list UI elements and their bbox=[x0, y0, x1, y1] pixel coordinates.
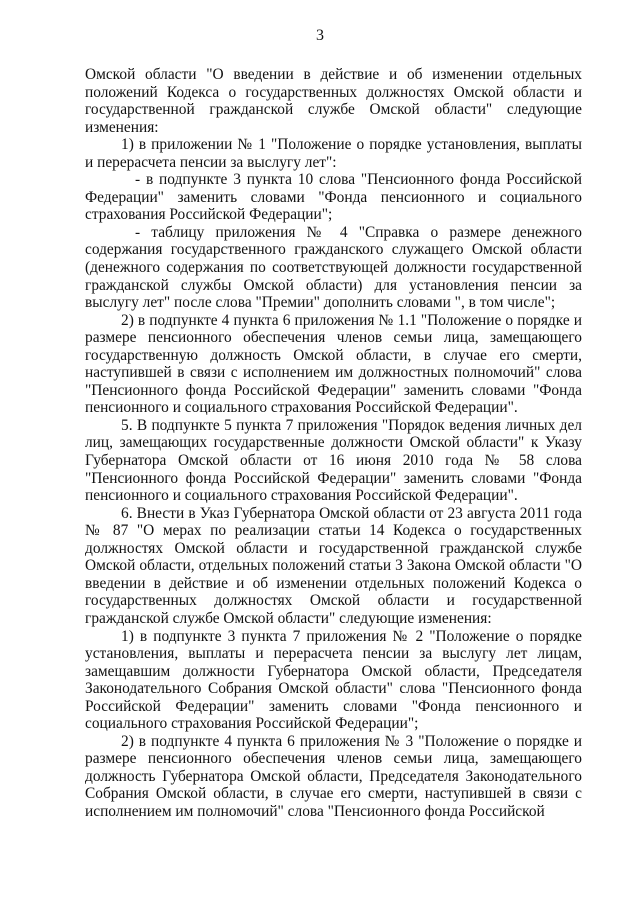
paragraph: - таблицу приложения № 4 "Справка о размере денежного содержания государственного гражданского служащего Омской области (денежного содержания по соответствующей должности государственной гражданской службы Омской области) для установления пенсии за выслугу лет" после слова "Премии" дополнить словами ", в том числе"; bbox=[85, 223, 582, 312]
paragraph: 1) в подпункте 3 пункта 7 приложения № 2 "Положение о порядке установления, выплаты и перерасчета пенсии за выслугу лет лицам, замещавшим должности Губернатора Омской области, Председателя Законодательного Собрания Омской области" слова "Пенсионного фонда Российской Федерации" заменить словами "Фонда пенсионного и социального страхования Российской Федерации"; bbox=[85, 627, 582, 733]
paragraph: - в подпункте 3 пункта 10 слова "Пенсионного фонда Российской Федерации" заменить словами "Фонда пенсионного и социального страхования Российской Федерации"; bbox=[85, 171, 582, 224]
paragraph: 5. В подпункте 5 пункта 7 приложения "Порядок ведения личных дел лиц, замещающих государственные должности Омской области" к Указу Губернатора Омской области от 16 июня 2010 года № 58 слова "Пенсионного фонда Российской Федерации" заменить словами "Фонда пенсионного и социального страхования Российской Федерации". bbox=[85, 416, 582, 505]
paragraph: 1) в приложении № 1 "Положение о порядке установления, выплаты и перерасчета пенсии за выслугу лет": bbox=[85, 136, 582, 171]
paragraph: 2) в подпункте 4 пункта 6 приложения № 1.1 "Положение о порядке и размере пенсионного обеспечения членов семьи лица, замещающего государственную должность Омской области, в случае его смерти, наступившей в связи с исполнением им должностных полномочий" слова "Пенсионного фонда Российской Федерации" заменить словами "Фонда пенсионного и социального страхования Российской Федерации". bbox=[85, 311, 582, 417]
page-number: 3 bbox=[316, 27, 324, 44]
paragraph: 2) в подпункте 4 пункта 6 приложения № 3 "Положение о порядке и размере пенсионного обеспечения членов семьи лица, замещающего должность Губернатора Омской области, Председателя Законодательного Собрания Омской области, в случае его смерти, наступившей в связи с исполнением им полномочий" слова "Пенсионного фонда Российской bbox=[85, 732, 582, 820]
paragraph: Омской области "О введении в действие и об изменении отдельных положений Кодекса о государственных должностях Омской области и государственной гражданской службе Омской области" следующие изменения: bbox=[85, 66, 582, 136]
document-body bbox=[85, 66, 582, 821]
paragraph: 6. Внести в Указ Губернатора Омской области от 23 августа 2011 года № 87 "О мерах по реализации статьи 14 Кодекса о государственных должностях Омской области и государственной гражданской службе Омской области, отдельных положений статьи 3 Закона Омской области "О введении в действие и об изменении отдельных положений Кодекса о государственных должностях Омской области и государственной гражданской службе Омской области" следующие изменения: bbox=[85, 504, 582, 627]
